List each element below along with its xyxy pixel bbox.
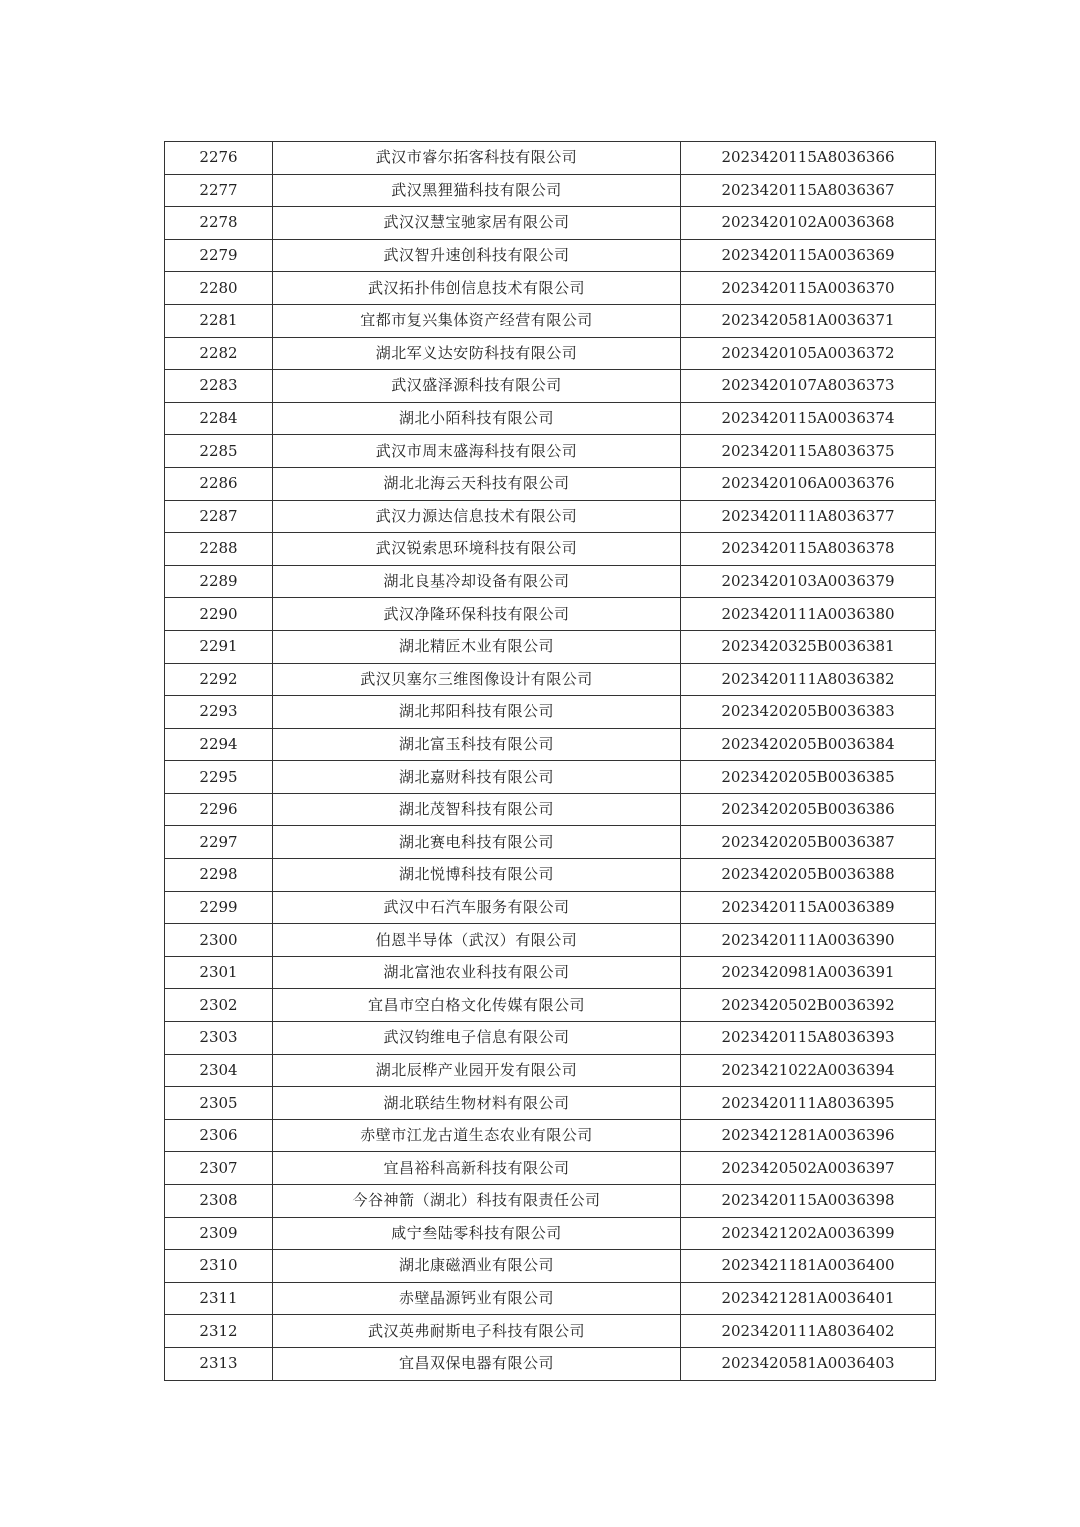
table-row — [165, 826, 936, 859]
table-row — [165, 859, 936, 892]
company-name: 宜昌双保电器有限公司 — [273, 1347, 681, 1380]
table-row — [165, 630, 936, 663]
table-row — [165, 467, 936, 500]
row-number: 2291 — [165, 630, 273, 663]
company-name: 湖北赛电科技有限公司 — [273, 826, 681, 859]
table-row — [165, 239, 936, 272]
company-name: 湖北联结生物材料有限公司 — [273, 1087, 681, 1120]
table-row — [165, 696, 936, 729]
row-number: 2293 — [165, 696, 273, 729]
registry-table-body — [165, 142, 936, 1381]
row-number: 2282 — [165, 337, 273, 370]
table-row — [165, 793, 936, 826]
registration-code: 2023420325B0036381 — [681, 630, 936, 663]
row-number: 2280 — [165, 272, 273, 305]
row-number: 2279 — [165, 239, 273, 272]
table-row — [165, 1250, 936, 1283]
registration-code: 2023420581A0036403 — [681, 1347, 936, 1380]
row-number: 2287 — [165, 500, 273, 533]
company-name: 赤壁晶源钙业有限公司 — [273, 1282, 681, 1315]
registration-code: 2023420111A8036377 — [681, 500, 936, 533]
table-row — [165, 142, 936, 175]
registration-code: 2023420102A0036368 — [681, 207, 936, 240]
registration-code: 2023420115A0036370 — [681, 272, 936, 305]
registration-code: 2023420205B0036383 — [681, 696, 936, 729]
company-name: 湖北富池农业科技有限公司 — [273, 956, 681, 989]
row-number: 2289 — [165, 565, 273, 598]
company-name: 武汉中石汽车服务有限公司 — [273, 891, 681, 924]
row-number: 2306 — [165, 1119, 273, 1152]
company-name: 赤壁市江龙古道生态农业有限公司 — [273, 1119, 681, 1152]
row-number: 2290 — [165, 598, 273, 631]
table-row — [165, 1217, 936, 1250]
row-number: 2301 — [165, 956, 273, 989]
table-row — [165, 402, 936, 435]
company-name: 武汉锐索思环境科技有限公司 — [273, 533, 681, 566]
row-number: 2313 — [165, 1347, 273, 1380]
registration-code: 2023420205B0036385 — [681, 761, 936, 794]
registration-code: 2023420115A0036369 — [681, 239, 936, 272]
row-number: 2296 — [165, 793, 273, 826]
registration-code: 2023420502B0036392 — [681, 989, 936, 1022]
table-row — [165, 1347, 936, 1380]
company-name: 伯恩半导体（武汉）有限公司 — [273, 924, 681, 957]
registration-code: 2023420105A0036372 — [681, 337, 936, 370]
table-row — [165, 533, 936, 566]
company-name: 湖北富玉科技有限公司 — [273, 728, 681, 761]
registration-code: 2023420115A0036374 — [681, 402, 936, 435]
table-row — [165, 207, 936, 240]
registration-code: 2023420205B0036384 — [681, 728, 936, 761]
registration-code: 2023420115A8036393 — [681, 1022, 936, 1055]
company-name: 湖北悦博科技有限公司 — [273, 859, 681, 892]
company-name: 武汉拓扑伟创信息技术有限公司 — [273, 272, 681, 305]
registration-code: 2023420115A0036398 — [681, 1185, 936, 1218]
registration-code: 2023420111A0036390 — [681, 924, 936, 957]
registration-code: 2023420581A0036371 — [681, 304, 936, 337]
row-number: 2277 — [165, 174, 273, 207]
company-name: 武汉盛泽源科技有限公司 — [273, 370, 681, 403]
table-row — [165, 500, 936, 533]
table-row — [165, 1282, 936, 1315]
registration-code: 2023420115A8036378 — [681, 533, 936, 566]
table-row — [165, 435, 936, 468]
table-row — [165, 598, 936, 631]
table-row — [165, 1054, 936, 1087]
table-row — [165, 1087, 936, 1120]
company-name: 宜都市复兴集体资产经营有限公司 — [273, 304, 681, 337]
company-name: 湖北邦阳科技有限公司 — [273, 696, 681, 729]
row-number: 2303 — [165, 1022, 273, 1055]
row-number: 2283 — [165, 370, 273, 403]
company-name: 宜昌市空白格文化传媒有限公司 — [273, 989, 681, 1022]
company-name: 武汉市睿尔拓客科技有限公司 — [273, 142, 681, 175]
registration-code: 2023420205B0036387 — [681, 826, 936, 859]
row-number: 2298 — [165, 859, 273, 892]
row-number: 2292 — [165, 663, 273, 696]
company-name: 湖北精匠木业有限公司 — [273, 630, 681, 663]
row-number: 2312 — [165, 1315, 273, 1348]
table-row — [165, 728, 936, 761]
registration-code: 2023421281A0036401 — [681, 1282, 936, 1315]
row-number: 2281 — [165, 304, 273, 337]
registration-code: 2023421281A0036396 — [681, 1119, 936, 1152]
registration-code: 2023421022A0036394 — [681, 1054, 936, 1087]
table-row — [165, 1152, 936, 1185]
table-row — [165, 924, 936, 957]
company-name: 今谷神箭（湖北）科技有限责任公司 — [273, 1185, 681, 1218]
table-row — [165, 891, 936, 924]
registration-code: 2023420107A8036373 — [681, 370, 936, 403]
row-number: 2276 — [165, 142, 273, 175]
registry-table — [164, 141, 936, 1381]
company-name: 武汉市周末盛海科技有限公司 — [273, 435, 681, 468]
registration-code: 2023420115A8036375 — [681, 435, 936, 468]
company-name: 武汉净隆环保科技有限公司 — [273, 598, 681, 631]
registration-code: 2023420205B0036386 — [681, 793, 936, 826]
row-number: 2288 — [165, 533, 273, 566]
registration-code: 2023421202A0036399 — [681, 1217, 936, 1250]
row-number: 2309 — [165, 1217, 273, 1250]
row-number: 2304 — [165, 1054, 273, 1087]
table-row — [165, 663, 936, 696]
company-name: 宜昌裕科高新科技有限公司 — [273, 1152, 681, 1185]
company-name: 湖北康磁酒业有限公司 — [273, 1250, 681, 1283]
row-number: 2308 — [165, 1185, 273, 1218]
registration-code: 2023421181A0036400 — [681, 1250, 936, 1283]
registration-code: 2023420115A0036389 — [681, 891, 936, 924]
table-row — [165, 1185, 936, 1218]
company-name: 武汉钧维电子信息有限公司 — [273, 1022, 681, 1055]
row-number: 2305 — [165, 1087, 273, 1120]
table-row — [165, 1119, 936, 1152]
company-name: 湖北茂智科技有限公司 — [273, 793, 681, 826]
registration-code: 2023420205B0036388 — [681, 859, 936, 892]
registration-code: 2023420111A8036382 — [681, 663, 936, 696]
company-name: 武汉贝塞尔三维图像设计有限公司 — [273, 663, 681, 696]
company-name: 湖北辰桦产业园开发有限公司 — [273, 1054, 681, 1087]
row-number: 2295 — [165, 761, 273, 794]
row-number: 2278 — [165, 207, 273, 240]
table-row — [165, 370, 936, 403]
row-number: 2294 — [165, 728, 273, 761]
row-number: 2299 — [165, 891, 273, 924]
registration-code: 2023420981A0036391 — [681, 956, 936, 989]
row-number: 2286 — [165, 467, 273, 500]
registration-code: 2023420111A8036402 — [681, 1315, 936, 1348]
table-row — [165, 1022, 936, 1055]
table-row — [165, 1315, 936, 1348]
registration-code: 2023420103A0036379 — [681, 565, 936, 598]
table-row — [165, 174, 936, 207]
registration-code: 2023420115A8036366 — [681, 142, 936, 175]
table-row — [165, 956, 936, 989]
registration-code: 2023420502A0036397 — [681, 1152, 936, 1185]
row-number: 2300 — [165, 924, 273, 957]
registration-code: 2023420106A0036376 — [681, 467, 936, 500]
registration-code: 2023420115A8036367 — [681, 174, 936, 207]
table-row — [165, 272, 936, 305]
company-name: 武汉英弗耐斯电子科技有限公司 — [273, 1315, 681, 1348]
row-number: 2297 — [165, 826, 273, 859]
company-name: 武汉黑狸猫科技有限公司 — [273, 174, 681, 207]
table-row — [165, 304, 936, 337]
company-name: 咸宁叁陆零科技有限公司 — [273, 1217, 681, 1250]
registration-code: 2023420111A8036395 — [681, 1087, 936, 1120]
table-row — [165, 337, 936, 370]
row-number: 2311 — [165, 1282, 273, 1315]
company-name: 武汉智升速创科技有限公司 — [273, 239, 681, 272]
company-name: 湖北良基冷却设备有限公司 — [273, 565, 681, 598]
row-number: 2302 — [165, 989, 273, 1022]
company-name: 湖北小陌科技有限公司 — [273, 402, 681, 435]
table-row — [165, 565, 936, 598]
company-name: 湖北军义达安防科技有限公司 — [273, 337, 681, 370]
row-number: 2285 — [165, 435, 273, 468]
table-row — [165, 989, 936, 1022]
company-name: 湖北嘉财科技有限公司 — [273, 761, 681, 794]
table-row — [165, 761, 936, 794]
company-name: 武汉力源达信息技术有限公司 — [273, 500, 681, 533]
company-name: 武汉汉慧宝驰家居有限公司 — [273, 207, 681, 240]
row-number: 2284 — [165, 402, 273, 435]
registration-code: 2023420111A0036380 — [681, 598, 936, 631]
row-number: 2307 — [165, 1152, 273, 1185]
row-number: 2310 — [165, 1250, 273, 1283]
company-name: 湖北北海云天科技有限公司 — [273, 467, 681, 500]
